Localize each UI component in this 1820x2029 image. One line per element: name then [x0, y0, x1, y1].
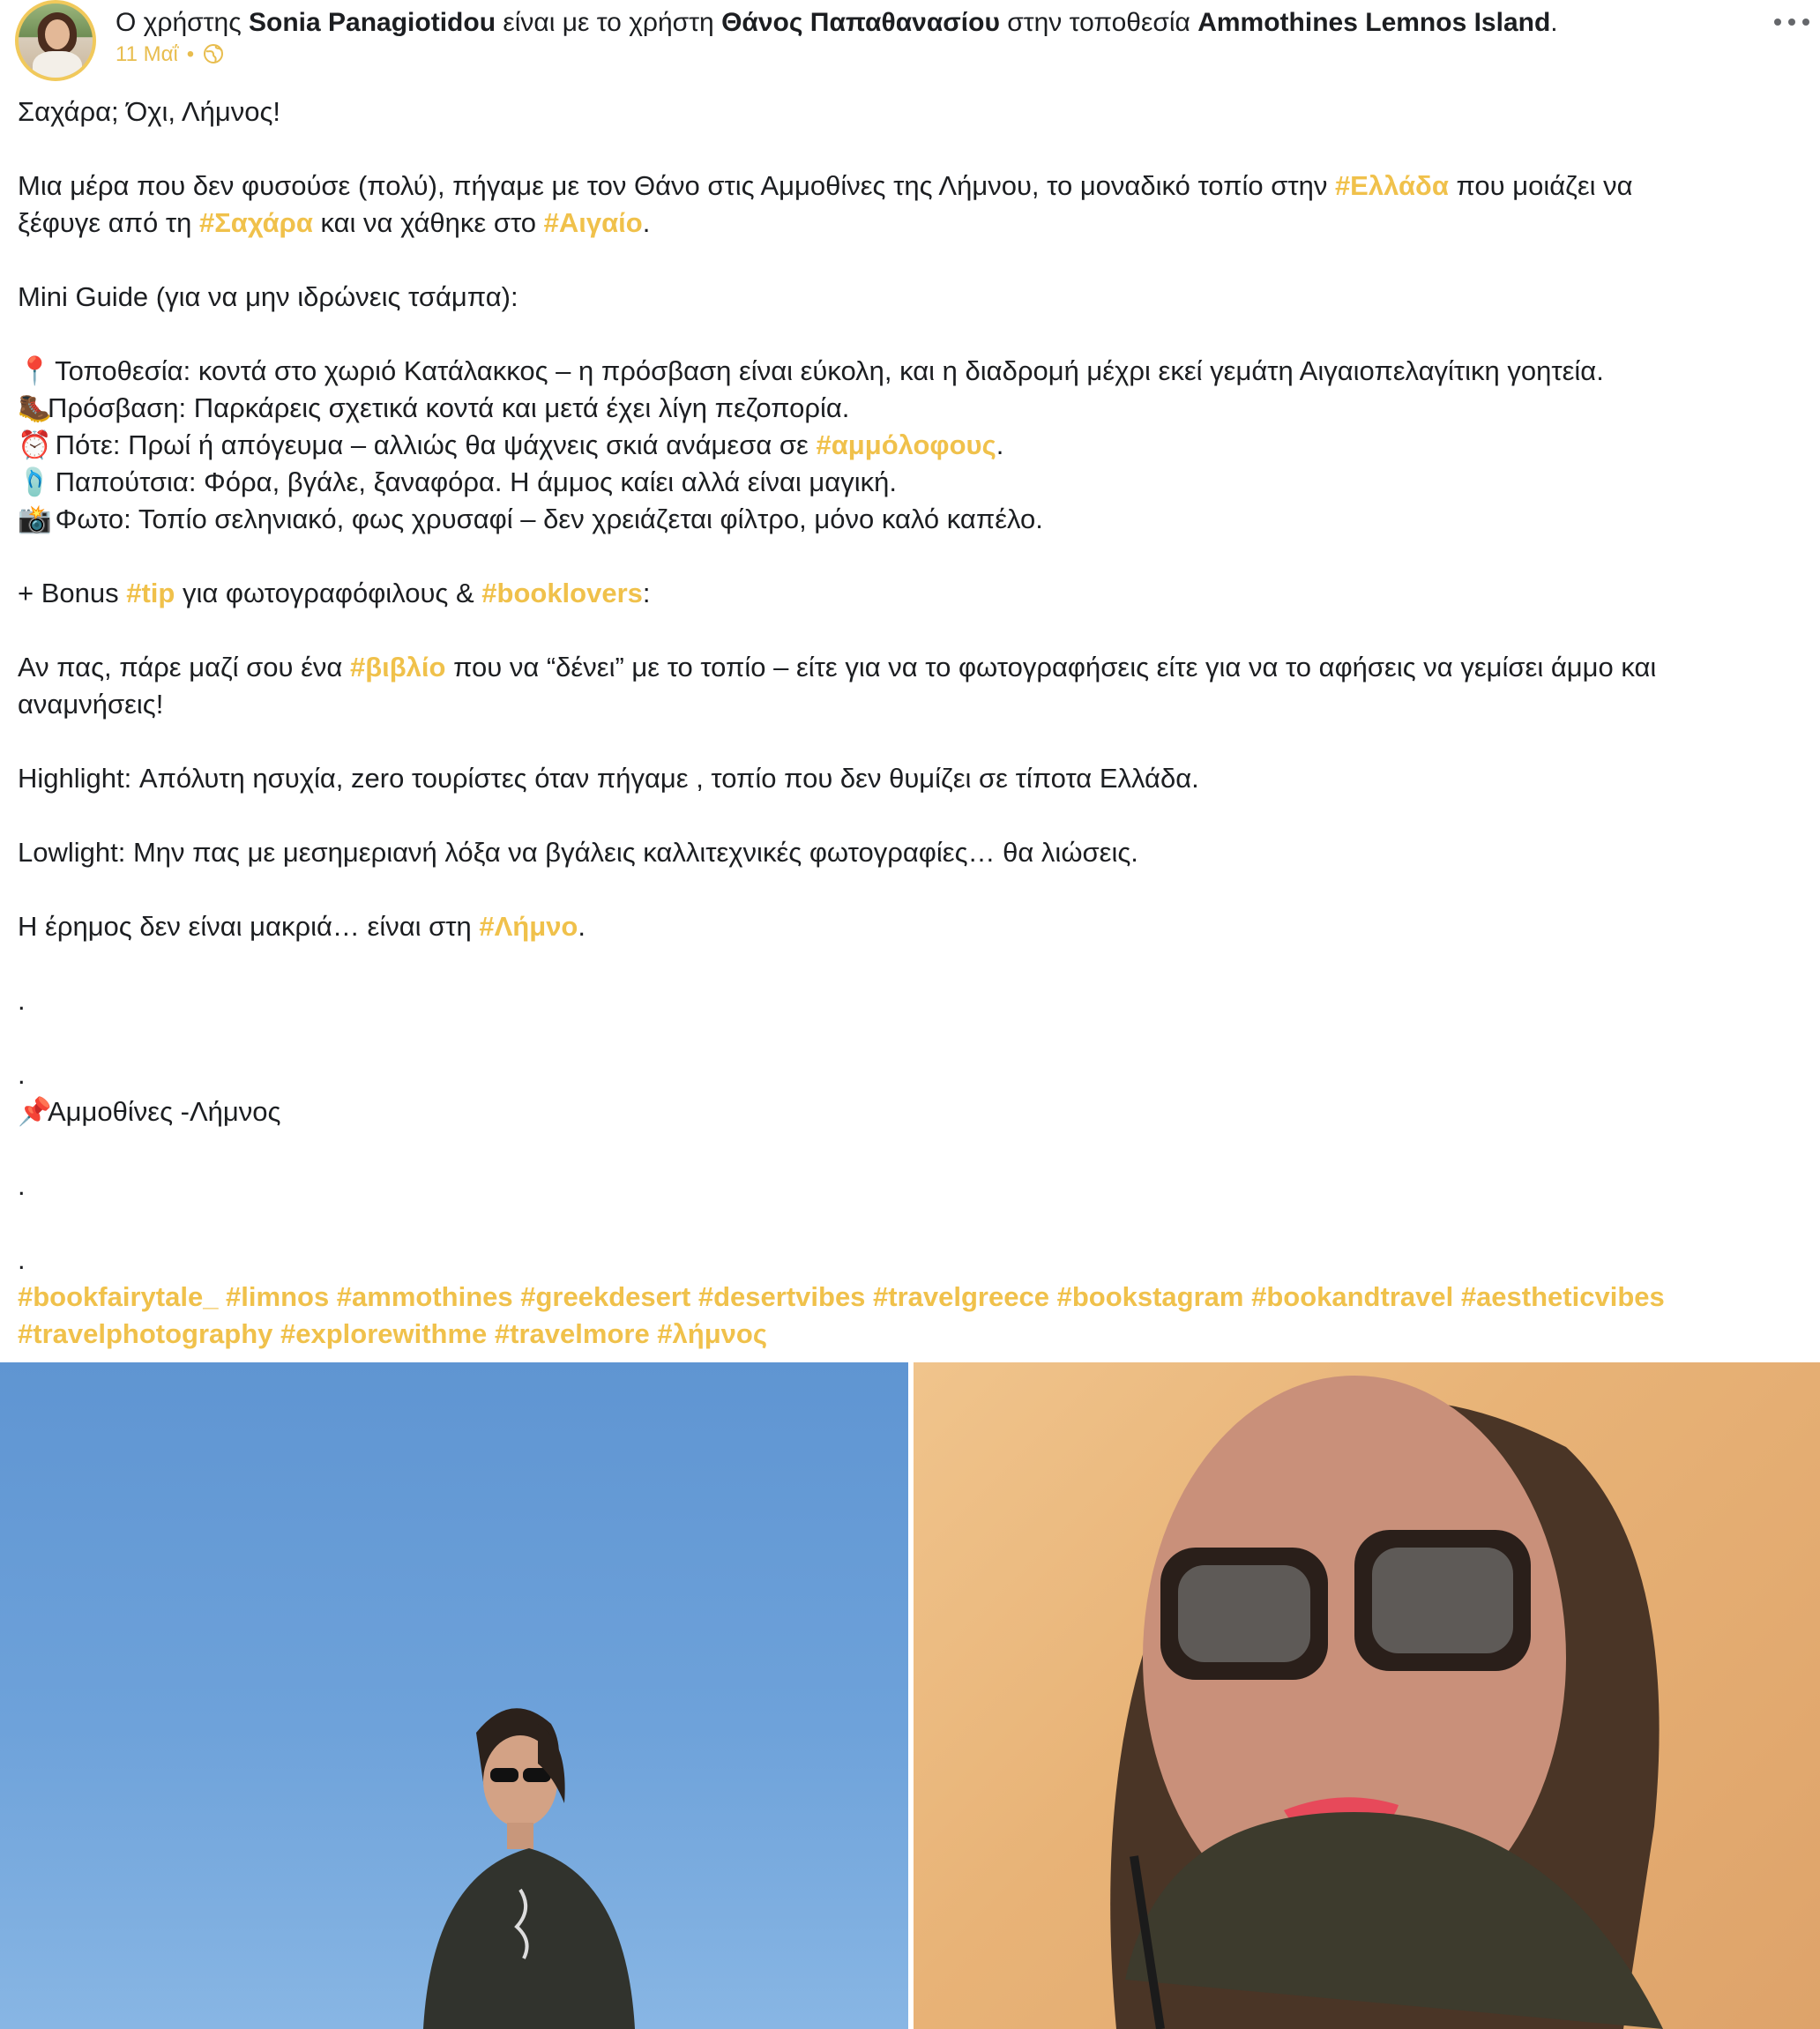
text: Η έρημος δεν είναι μακριά… είναι στη	[18, 911, 480, 942]
hashtag-link[interactable]: #tip	[126, 578, 175, 608]
dot: .	[18, 1244, 26, 1275]
text: Αμμοθίνες -Λήμνος	[48, 1096, 281, 1127]
hashtag-list[interactable]: #travelphotography #explorewithme #travelmore #λήμνος	[18, 1318, 767, 1349]
intro-line: Σαχάρα; Όχι, Λήμνος!	[18, 96, 281, 127]
post-headline	[116, 7, 1558, 39]
text: Πρόσβαση: Παρκάρεις σχετικά κοντά και μετά έχει λίγη πεζοπορία.	[48, 392, 850, 423]
round-pushpin-icon: 📍	[18, 355, 52, 386]
post-line	[18, 760, 1799, 797]
dot: .	[18, 985, 26, 1016]
text: Πότε: Πρωί ή απόγευμα – αλλιώς θα ψάχνεις σκιά ανάμεσα σε	[55, 429, 817, 460]
photo-selfie-illustration	[914, 1362, 1820, 2029]
guide-item	[18, 427, 1799, 464]
lowlight-line: Lowlight: Μην πας με μεσημεριανή λόξα να βγάλεις καλλιτεχνικές φωτογραφίες… θα λιώσεις.	[18, 837, 1138, 868]
text: Παπούτσια: Φόρα, βγάλε, ξαναφόρα. Η άμμος καίει αλλά είναι μαγική.	[55, 466, 897, 497]
headline-prefix: Ο χρήστης	[116, 8, 250, 37]
text: .	[642, 207, 651, 238]
post-body	[18, 93, 1799, 1353]
post-meta	[116, 41, 224, 68]
guide-item	[18, 501, 1799, 538]
tagged-user-link[interactable]: Θάνος Παπαθανασίου	[721, 8, 1000, 37]
photo-grid	[0, 1362, 1820, 2029]
text: που να “δένει” με το τοπίο – είτε για να το φωτογραφήσεις είτε για να το αφήσεις να γεμίσει άμμο και	[445, 652, 1657, 683]
photo-blue-sky-illustration	[0, 1362, 908, 2029]
more-options-icon[interactable]	[1774, 9, 1809, 35]
text: Μια μέρα που δεν φυσούσε (πολύ), πήγαμε με τον Θάνο στις Αμμοθίνες της Λήμνου, το μοναδικό τοπίο στην	[18, 170, 1335, 201]
guide-item	[18, 464, 1799, 501]
pushpin-icon: 📌	[18, 1096, 52, 1127]
post-line	[18, 279, 1799, 316]
headline-at: στην τοποθεσία	[999, 8, 1198, 37]
dot-line	[18, 982, 1799, 1019]
flip-flop-icon: 🩴	[18, 466, 52, 497]
text: που μοιάζει να	[1448, 170, 1633, 201]
text: .	[996, 429, 1004, 460]
hashtag-link[interactable]: #Ελλάδα	[1334, 170, 1449, 201]
author-avatar[interactable]	[15, 0, 96, 81]
post-line	[18, 205, 1799, 242]
hashtag-link[interactable]: #Αιγαίο	[543, 207, 643, 238]
dot-line	[18, 1167, 1799, 1205]
text: Τοποθεσία: κοντά στο χωριό Κατάλακκος – η πρόσβαση είναι εύκολη, και η διαδρομή μέχρι εκεί γεμάτη Αιγαιοπελαγίτικη γοητεία.	[55, 355, 1604, 386]
headline-with: είναι με το χρήστη	[496, 8, 722, 37]
post-line	[18, 575, 1799, 612]
guide-item	[18, 353, 1799, 390]
location-link[interactable]: Ammothines Lemnos Island	[1197, 8, 1551, 37]
hashtag-link[interactable]: #βιβλίο	[349, 652, 446, 683]
dot: .	[18, 1170, 26, 1201]
pin-line	[18, 1093, 1799, 1130]
guide-item	[18, 390, 1799, 427]
hashtag-list[interactable]: #bookfairytale_ #limnos #ammothines #greekdesert #desertvibes #travelgreece #bookstagram #bookandtravel #aestheticvibes	[18, 1281, 1665, 1312]
post-date-link[interactable]: 11 Μαΐ	[116, 42, 178, 66]
photo-blue-sky[interactable]	[0, 1362, 908, 2029]
hashtags-line	[18, 1279, 1799, 1316]
post-line	[18, 834, 1799, 871]
hashtags-line	[18, 1316, 1799, 1353]
text: Αν πας, πάρε μαζί σου ένα	[18, 652, 350, 683]
hashtag-link[interactable]: #Λήμνο	[479, 911, 578, 942]
text: + Bonus	[18, 578, 127, 608]
hashtag-link[interactable]: #αμμόλοφους	[816, 429, 996, 460]
text: και να χάθηκε στο	[312, 207, 544, 238]
post-header	[0, 0, 1820, 85]
post-line	[18, 649, 1799, 686]
post-line	[18, 168, 1799, 205]
post-line	[18, 686, 1799, 723]
text: ξέφυγε από τη	[18, 207, 199, 238]
dot-line	[18, 1056, 1799, 1093]
text: για φωτογραφόφιλους &	[175, 578, 482, 608]
avatar-face	[45, 19, 70, 49]
text: αναμνήσεις!	[18, 689, 164, 720]
mini-guide-heading: Mini Guide (για να μην ιδρώνεις τσάμπα):	[18, 281, 518, 312]
post-line	[18, 93, 1799, 131]
text: Φωτο: Τοπίο σεληνιακό, φως χρυσαφί – δεν χρειάζεται φίλτρο, μόνο καλό καπέλο.	[55, 504, 1043, 534]
headline-end: .	[1550, 8, 1558, 37]
text: .	[578, 911, 586, 942]
alarm-clock-icon: ⏰	[18, 429, 52, 460]
dot: .	[18, 1059, 26, 1090]
meta-separator: •	[186, 42, 195, 66]
hashtag-link[interactable]: #booklovers	[481, 578, 643, 608]
globe-icon[interactable]	[203, 43, 224, 64]
post-line	[18, 908, 1799, 945]
hiking-boot-icon: 🥾	[18, 392, 52, 423]
author-name-link[interactable]: Sonia Panagiotidou	[249, 8, 496, 37]
photo-selfie-dunes[interactable]	[914, 1362, 1820, 2029]
camera-flash-icon: 📸	[18, 504, 52, 534]
text: :	[642, 578, 651, 608]
hashtag-link[interactable]: #Σαχάρα	[198, 207, 313, 238]
avatar-body	[33, 51, 82, 81]
dot-line	[18, 1242, 1799, 1279]
highlight-line: Highlight: Απόλυτη ησυχία, zero τουρίστες όταν πήγαμε , τοπίο που δεν θυμίζει σε τίποτα Ελλάδα.	[18, 763, 1199, 794]
